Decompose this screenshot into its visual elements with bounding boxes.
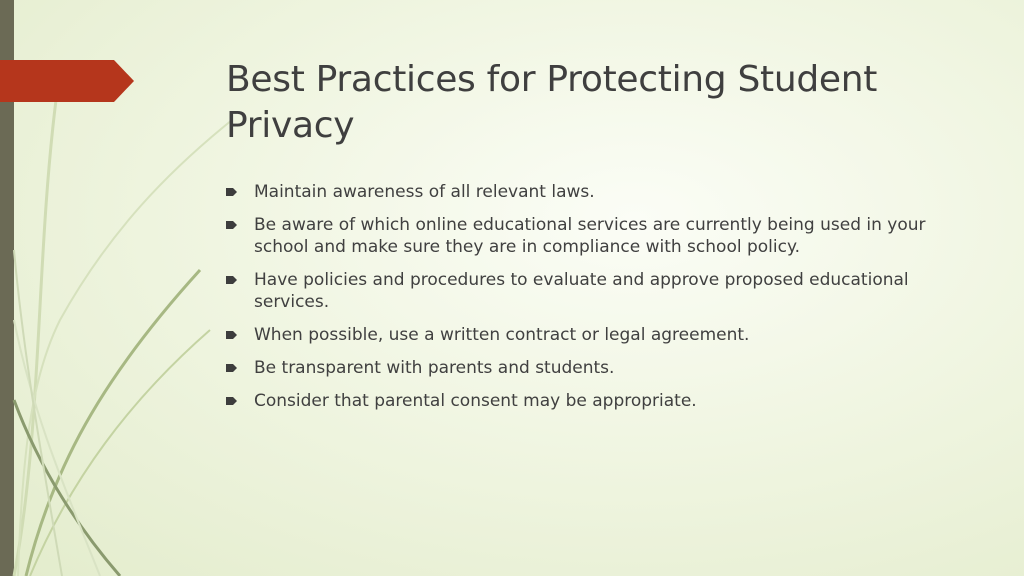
arrow-bullet-icon (226, 364, 237, 372)
bullet-text: Maintain awareness of all relevant laws. (254, 182, 595, 202)
arrow-bullet-icon (226, 397, 237, 405)
arrow-bullet-icon (226, 276, 237, 284)
bullet-text: When possible, use a written contract or legal agreement. (254, 325, 750, 345)
slide-title: Best Practices for Protecting Student Privacy (226, 59, 878, 146)
bullet-text: Have policies and procedures to evaluate and approve proposed educational services. (254, 270, 909, 312)
arrow-bullet-icon (226, 188, 237, 196)
bullet-item (226, 390, 966, 412)
bullet-list (226, 181, 966, 423)
bullet-text: Be transparent with parents and students. (254, 358, 615, 378)
bullet-item (226, 357, 966, 379)
bullet-item (226, 269, 966, 313)
bullet-text: Consider that parental consent may be appropriate. (254, 391, 697, 411)
bullet-item (226, 181, 966, 203)
bullet-text: Be aware of which online educational services are currently being used in your school and make sure they are in compliance with school policy. (254, 215, 926, 257)
arrow-bullet-icon (226, 221, 237, 229)
bullet-item (226, 214, 966, 258)
arrow-bullet-icon (226, 331, 237, 339)
title-arrow-marker-icon (0, 60, 134, 102)
bullet-item (226, 324, 966, 346)
